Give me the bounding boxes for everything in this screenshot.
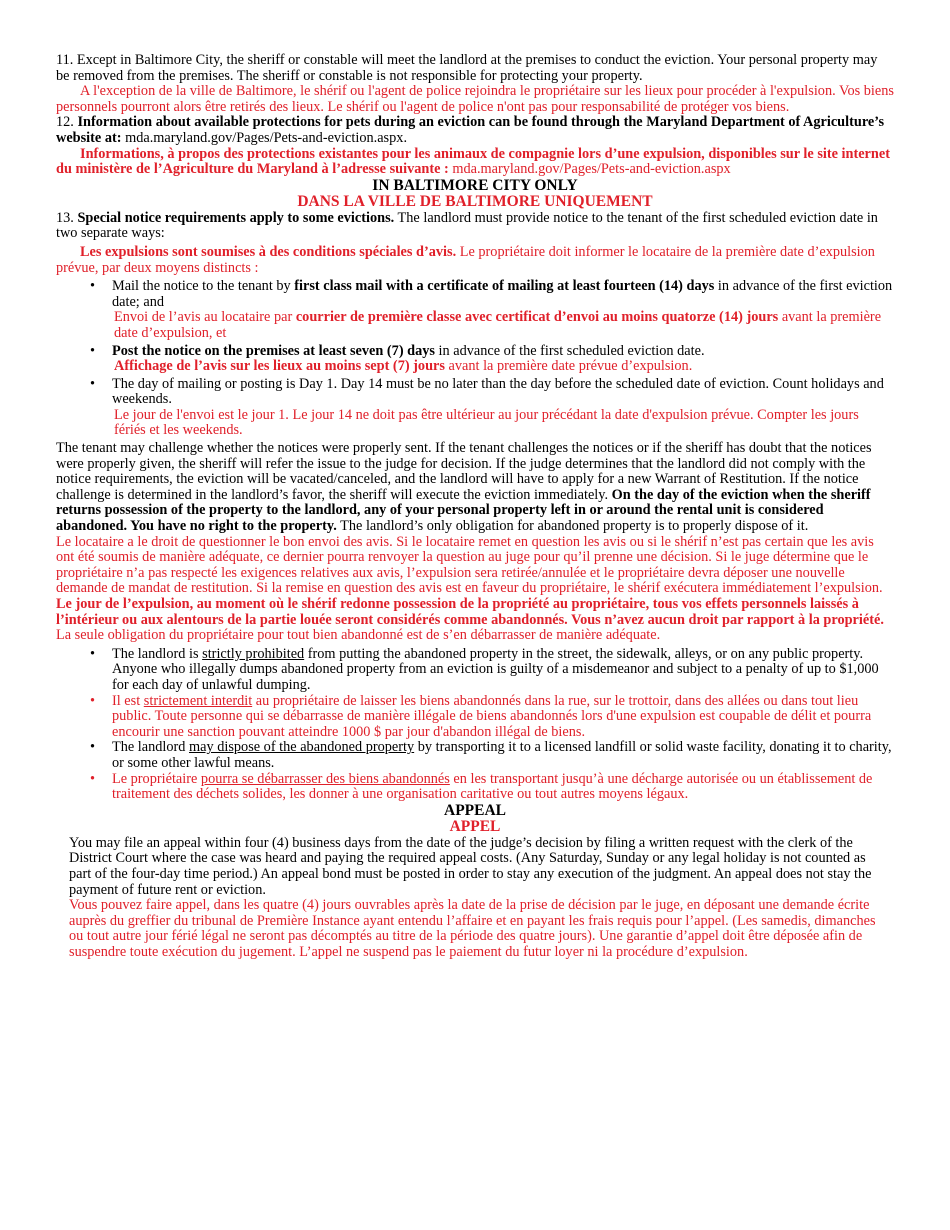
pets-eviction-link-fr[interactable]: mda.maryland.gov/Pages/Pets-and-eviction.aspx	[452, 161, 731, 178]
appeal-paragraph-en: You may file an appeal within four (4) business days from the date of the judge’s decision by filing a written request with the clerk of the District Court where the case was heard and paying the required appeal costs. (Any Saturday, Sunday or any legal holiday is not counted as part of the four-day time period.) An appeal bond must be posted in order to stay any execution of the judgment. An appeal does not stay the payment of future rent or eviction.	[69, 834, 872, 898]
item-13-text: The landlord must provide notice to the tenant of the first scheduled eviction date in two separate ways:	[56, 209, 878, 242]
challenge-text: Le locataire a le droit de questionner le bon envoi des avis. Si le locataire remet en question les avis ou si le shérif n’est pas certain que les avis ont été soumis de manière adéquate, ce dernier pourra renvoyer la question au juge pour qu’il prenne une décision. Si le juge détermine que le propriétaire n’a pas respecté les exigences relatives aux avis, l’expulsion sera retirée/annulée et le propriétaire devra déposer une nouvelle demande de mandat de restitution. Si la remise en question des avis est en faveur du propriétaire, le shérif exécutera immédiatement l’expulsion.	[56, 533, 883, 597]
item-13-bold: Special notice requirements apply to some evictions.	[77, 209, 395, 226]
notice-bullet-list	[56, 279, 894, 439]
item-12-number: 12.	[56, 114, 74, 131]
appeal-paragraph-fr: Vous pouvez faire appel, dans les quatre (4) jours ouvrables après la date de la prise de décision par le juge, en déposant une demande écrite auprès du greffier du tribunal de Première Instance ayant entendu l’affaire et en payant les frais requis pour l’appel. (Les samedis, dimanches ou tout autre jour férié légal ne seront pas décomptés au titre de la période des quatre jours). Une garantie d’appel doit être déposée afin de suspendre toute exécution du jugement. L’appel ne suspend pas le paiement du futur loyer ni la procédure d’expulsion.	[69, 897, 876, 960]
item-12-fr	[56, 147, 894, 178]
bullet-text: avant la première date d’expulsion, et	[114, 309, 882, 341]
bullet-text: avant la première date prévue d’expulsion.	[448, 358, 693, 375]
item-13-fr-text: Le propriétaire doit informer le locataire de la première date d’expulsion prévue, par deux moyens distincts :	[56, 243, 875, 276]
bullet-bold-text: courrier de première classe avec certificat d’envoi au moins quatorze (14) jours	[295, 309, 779, 326]
bullet-bold-text: Affichage de l’avis sur les lieux au moins sept (7) jours	[114, 358, 445, 375]
item-12-fr-text: Informations, à propos des protections existantes pour les animaux de compagnie lors d’une expulsion, disponibles sur le site internet du ministère de l’Agriculture du Maryland à l’adresse suivante :	[56, 145, 890, 178]
bullet-text: The landlord	[112, 739, 186, 756]
challenge-end-text: The landlord’s only obligation for abandoned property is to properly dispose of it.	[340, 518, 809, 535]
bullet-text: from putting the abandoned property in the street, the sidewalk, alleys, or on any public property. Anyone who illegally dumps abandoned property from an eviction is guilty of a misdemeanor and subject to a penalty of up to $1,000 for each day of unlawful dumping.	[112, 645, 879, 693]
bullet-text: Il est	[112, 692, 141, 709]
item-11-en: 11. Except in Baltimore City, the sheriff or constable will meet the landlord at the premises to conduct the eviction. Your personal property may be removed from the premises. The sheriff or constable is not responsible for protecting your property.	[56, 52, 878, 84]
bullet-text: by transporting it to a licensed landfill or solid waste facility, donating it to charity, or some other lawful means.	[112, 739, 892, 771]
bullet-underlined-text: pourra se débarrasser des biens abandonnés	[200, 770, 450, 787]
item-13-fr	[56, 245, 894, 276]
notice-bullet-day-count-fr	[56, 408, 894, 439]
appeal-heading-fr: APPEL	[449, 818, 501, 836]
bullet-text: in advance of the first scheduled eviction date.	[438, 342, 705, 359]
notice-bullet-mail	[56, 279, 894, 310]
pets-eviction-link[interactable]: mda.maryland.gov/Pages/Pets-and-eviction.aspx	[125, 129, 404, 146]
baltimore-heading-en: IN BALTIMORE CITY ONLY	[372, 176, 578, 194]
bullet-underlined-text: may dispose of the abandoned property	[189, 739, 415, 756]
item-13-fr-bold: Les expulsions sont soumises à des conditions spéciales d’avis.	[80, 243, 457, 260]
challenge-text: The tenant may challenge whether the notices were properly sent. If the tenant challenges the notices or if the sheriff has doubt that the notices were properly given, the sheriff will refer the issue to the judge for decision. If the judge determines that the landlord did not comply with the notice requirements, the eviction will be vacated/canceled, and the landlord will have to apply for a new Warrant of Restitution. If the notice challenge is determined in the landlord’s favor, the sheriff will execute the eviction immediately.	[56, 440, 872, 503]
challenge-end-text: La seule obligation du propriétaire pour tout bien abandonné est de s’en débarrasser de manière adéquate.	[56, 627, 661, 644]
notice-bullet-post	[56, 344, 894, 360]
abandoned-bullet-dispose	[56, 740, 894, 771]
challenge-bold-text: On the day of the eviction when the sheriff returns possession of the property to the landlord, any of your personal property left in or around the rental unit is considered abandoned. You have no right to the property.	[56, 486, 871, 535]
notice-bullet-post-fr	[56, 359, 894, 375]
challenge-paragraph-fr	[56, 535, 894, 644]
notice-bullet-day-count	[56, 377, 894, 408]
abandoned-bullet-prohibited	[56, 647, 894, 694]
bullet-underlined-text: strictement interdit	[143, 692, 253, 709]
bullet-text: Envoi de l’avis au locataire par	[114, 309, 293, 326]
abandoned-bullet-dispose-fr	[56, 772, 894, 803]
item-13-number: 13.	[56, 209, 74, 226]
abandoned-bullet-list	[56, 647, 894, 803]
bullet-text: Le jour de l'envoi est le jour 1. Le jour 14 ne doit pas être ultérieur au jour précédant la date d'expulsion prévue. Compter les jours fériés et les weekends.	[114, 406, 859, 439]
item-12-en	[56, 115, 894, 146]
item-12-text: Information about available protections for pets during an eviction can be found through the Maryland Department of Agriculture’s website at:	[56, 114, 885, 146]
baltimore-heading-fr: DANS LA VILLE DE BALTIMORE UNIQUEMENT	[297, 193, 653, 211]
notice-bullet-mail-fr	[56, 310, 894, 341]
item-12-period: .	[403, 129, 408, 146]
abandoned-bullet-prohibited-fr	[56, 694, 894, 741]
item-11-fr: A l'exception de la ville de Baltimore, le shérif ou l'agent de police rejoindra le propriétaire sur les lieux pour procéder à l'expulsion. Vos biens personnels pourront alors être retirés des lieux. Le shérif ou l'agent de police n'ont pas pour responsabilité de protéger vos biens.	[56, 83, 894, 115]
bullet-bold-text: Post the notice on the premises at least seven (7) days	[112, 342, 435, 359]
bullet-text: The day of mailing or posting is Day 1. Day 14 must be no later than the day before the scheduled date of eviction. Count holidays and weekends.	[112, 375, 884, 408]
bullet-bold-text: first class mail with a certificate of mailing at least fourteen (14) days	[294, 278, 715, 295]
challenge-paragraph-en	[56, 441, 894, 535]
bullet-text: au propriétaire de laisser les biens abandonnés dans la rue, sur le trottoir, dans des allées ou dans tout lieu public. Toute personne qui se débarrasse de manière illégale de biens abandonnés lors d'une expulsion est coupable de délit et pourra encourir une sanction pouvant atteindre 1000 $ par jour d'abandon illégal de biens.	[112, 692, 872, 740]
bullet-underlined-text: strictly prohibited	[202, 645, 305, 662]
bullet-text: The landlord is	[112, 645, 199, 662]
bullet-text: Mail the notice to the tenant by	[112, 278, 291, 295]
document-body	[56, 53, 894, 960]
appeal-heading: APPEAL	[444, 801, 506, 819]
challenge-bold-text: Le jour de l’expulsion, au moment où le shérif redonne possession de la propriété au propriétaire, tous vos effets personnels laissés à l’intérieur ou aux alentours de la partie louée seront considérés comme abandonnés. Vous n’avez aucun droit par rapport à la propriété.	[56, 596, 884, 628]
bullet-text: en les transportant jusqu’à une décharge autorisée ou un établissement de traitement des déchets solides, les donner à une organisation caritative ou tout autres moyens légaux.	[112, 770, 873, 803]
bullet-text: Le propriétaire	[112, 770, 198, 787]
bullet-text: in advance of the first eviction date; and	[112, 278, 893, 310]
item-13-en	[56, 211, 894, 242]
